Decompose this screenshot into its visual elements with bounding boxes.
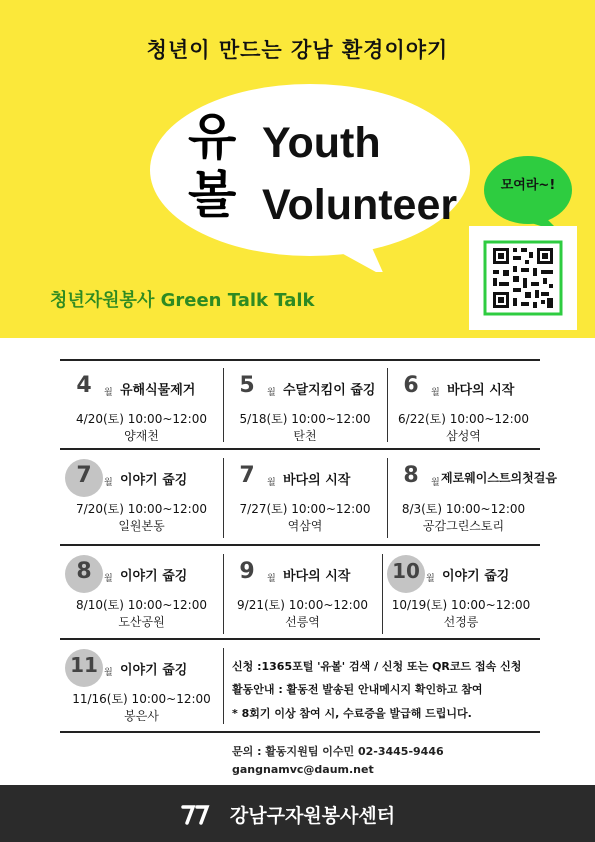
month-number: 8 [76,559,92,584]
month-unit: 월 [267,478,276,488]
tagline: 청년이 만드는 강남 환경이야기 [146,38,449,62]
event-cell [387,458,557,540]
month-number: 5 [239,373,255,398]
event-place: 일원본동 [118,519,165,533]
youth-volunteer-title: Youth Volunteer [262,119,458,229]
qr-code[interactable] [469,226,577,330]
callout-text: 모여라~! [500,178,556,193]
month-number: 6 [403,373,419,398]
contact-phone: 문의 : 활동지원팀 이수민 02-3445-9446 [232,745,444,758]
month-unit: 월 [267,574,276,584]
subtitle: 청년자원봉사 Green Talk Talk [50,290,315,311]
event-title: 이야기 줍깅 [442,569,510,584]
event-cell [223,368,387,450]
event-title: 이야기 줍깅 [120,569,188,584]
event-cell [60,458,223,540]
event-date: 10/19(토) 10:00~12:00 [391,598,531,612]
month-number: 7 [76,463,92,488]
event-title: 바다의 시작 [283,473,351,488]
event-title: 이야기 줍깅 [120,473,188,488]
divider [60,638,540,640]
qr-code-icon [469,226,577,330]
certificate-note: * 8회기 이상 참여 시, 수료증을 발급해 드립니다. [232,707,472,720]
month-number: 4 [76,373,92,398]
event-place: 역삼역 [287,519,323,533]
event-cell [387,368,540,450]
month-unit: 월 [431,478,440,488]
logo-yubol: 유 볼 [188,108,237,224]
green-speech-bubble-icon [482,154,574,234]
event-title: 제로웨이스트의첫걸음 [441,471,557,485]
month-unit: 월 [104,574,113,584]
event-date: 9/21(토) 10:00~12:00 [237,598,368,612]
apply-info: 신청 :1365포털 '유볼' 검색 / 신청 또는 QR코드 접속 신청 [232,660,522,673]
event-date: 7/27(토) 10:00~12:00 [239,502,371,516]
event-place: 봉은사 [124,709,159,723]
event-cell [223,458,387,540]
event-place: 공감그린스토리 [422,519,505,533]
month-number: 11 [70,653,98,677]
organization-name: 강남구자원봉사센터 [229,805,396,827]
month-unit: 월 [104,478,113,488]
month-unit: 월 [267,388,276,398]
event-title: 바다의 시작 [447,383,515,398]
event-title: 수달지킴이 줍깅 [283,383,376,398]
event-date: 8/3(토) 10:00~12:00 [401,502,526,516]
month-number: 7 [239,463,255,488]
divider [60,731,540,733]
event-cell [60,368,223,450]
month-number: 10 [392,559,420,583]
event-place: 선릉역 [285,615,320,629]
event-cell [382,554,540,636]
event-title: 바다의 시작 [283,569,351,584]
month-number: 9 [239,559,255,584]
event-date: 4/20(토) 10:00~12:00 [76,412,207,426]
contact-email[interactable]: gangnamvc@daum.net [232,763,374,776]
event-date: 8/10(토) 10:00~12:00 [76,598,207,612]
header-banner [0,0,595,338]
month-unit: 월 [104,668,113,678]
event-place: 삼성역 [446,429,481,443]
event-date: 11/16(토) 10:00~12:00 [72,692,211,706]
event-date: 6/22(토) 10:00~12:00 [398,412,529,426]
event-cell [223,554,382,636]
footer [0,785,595,842]
divider [223,648,224,724]
guide-info: 활동안내 : 활동전 발송된 안내메시지 확인하고 참여 [232,683,483,696]
event-date: 7/20(토) 10:00~12:00 [76,502,207,516]
event-cell [60,554,223,636]
event-place: 탄천 [293,429,317,443]
month-unit: 월 [426,574,435,584]
month-number: 8 [403,463,419,488]
event-date: 5/18(토) 10:00~12:00 [239,412,371,426]
event-place: 양재천 [124,429,159,443]
divider [60,359,540,361]
divider [60,544,540,546]
event-place: 선정릉 [443,615,479,629]
event-place: 도산공원 [118,615,165,629]
event-cell [60,648,223,730]
event-title: 이야기 줍깅 [120,663,188,678]
event-title: 유해식물제거 [120,383,196,398]
month-unit: 월 [104,388,113,398]
month-unit: 월 [431,388,440,398]
